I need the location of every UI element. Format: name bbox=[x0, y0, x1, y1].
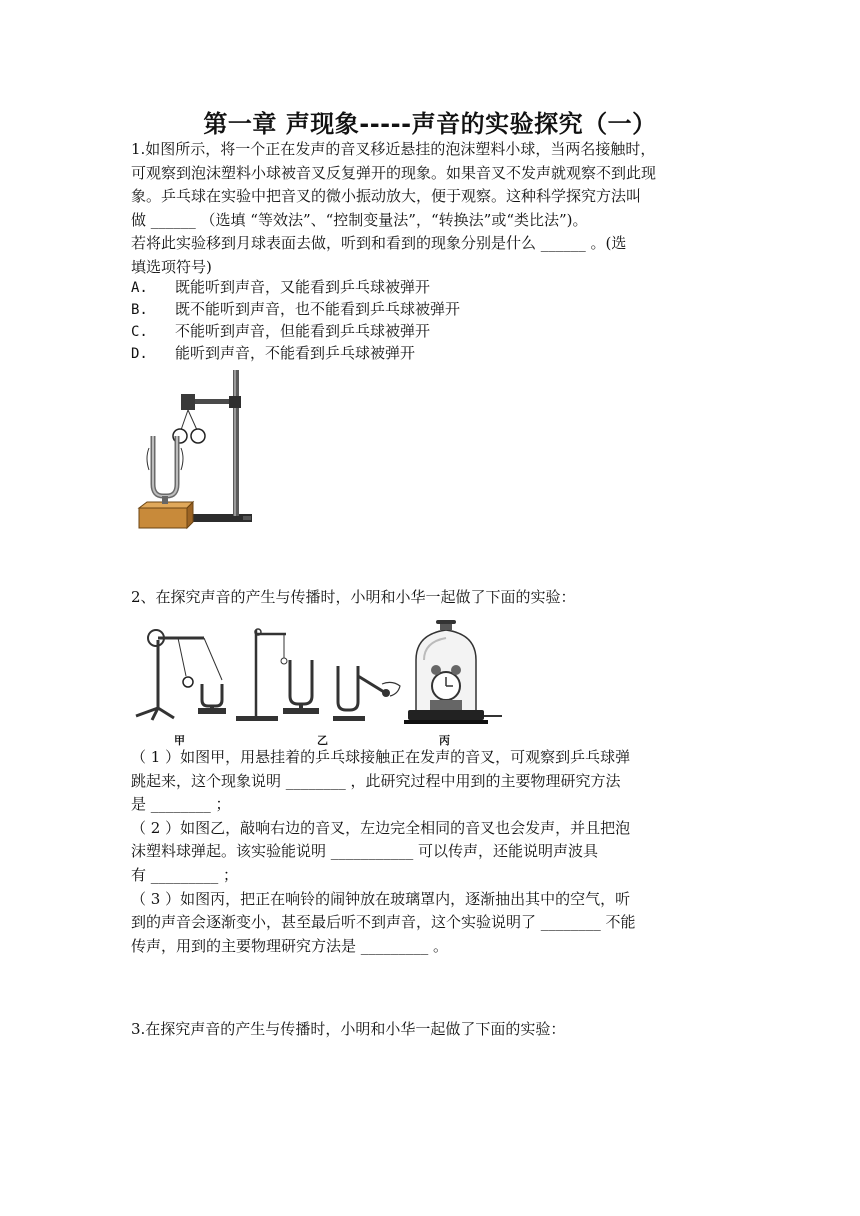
text-line: 填选项符号) bbox=[131, 257, 212, 276]
caption-bing: 丙 bbox=[439, 734, 450, 747]
text-line: 做 ______ （选填 “等效法”、“控制变量法”，“转换法”或“类比法”)。 bbox=[131, 210, 588, 229]
text-line: 象。乒乓球在实验中把音叉的微小振动放大，便于观察。这种科学探究方法叫 bbox=[131, 187, 642, 206]
text-line: 是 ________ ； bbox=[131, 795, 231, 814]
text-line: 沫塑料球弹起。该实验能说明 ___________ 可以传声，还能说明声波具 bbox=[131, 842, 599, 861]
question-2-text bbox=[131, 746, 731, 958]
option-letter: D. bbox=[131, 346, 148, 362]
text-line: 到的声音会逐渐变小，甚至最后听不到声音，这个实验说明了 ________ 不能 bbox=[131, 913, 636, 932]
option-d bbox=[131, 342, 415, 363]
option-a bbox=[131, 276, 430, 297]
option-letter: B. bbox=[131, 302, 148, 318]
caption-jia: 甲 bbox=[174, 734, 185, 747]
caption-yi: 乙 bbox=[317, 734, 328, 747]
option-letter: A. bbox=[131, 280, 148, 296]
page-title: 第一章 声现象-----声音的实验探究（一） bbox=[203, 110, 657, 138]
question-3-intro: 3.在探究声音的产生与传播时，小明和小华一起做了下面的实验： bbox=[131, 1020, 566, 1038]
text-line: （ 3 ）如图丙，把正在响铃的闹钟放在玻璃罩内，逐渐抽出其中的空气，听 bbox=[131, 889, 631, 908]
question-1-text bbox=[131, 138, 731, 280]
figure-bing bbox=[404, 620, 502, 724]
tuning-fork-stand-figure bbox=[135, 366, 260, 536]
option-text: 既不能听到声音，也不能看到乒乓球被弹开 bbox=[175, 300, 461, 318]
text-line: （ 1 ）如图甲，用悬挂着的乒乓球接触正在发声的音叉，可观察到乒乓球弹 bbox=[131, 748, 631, 766]
text-line: 可观察到泡沫塑料小球被音叉反复弹开的现象。如果音叉不发声就观察不到此现 bbox=[131, 163, 657, 182]
option-text: 能听到声音，不能看到乒乓球被弹开 bbox=[175, 344, 416, 362]
option-b bbox=[131, 298, 460, 319]
option-text: 既能听到声音，又能看到乒乓球被弹开 bbox=[175, 278, 431, 296]
text-line: 跳起来，这个现象说明 ________ ，此研究过程中用到的主要物理研究方法 bbox=[131, 771, 621, 790]
option-c bbox=[131, 320, 430, 341]
text-line: 传声，用到的主要物理研究方法是 _________ 。 bbox=[131, 936, 449, 955]
text-line: 1.如图所示，将一个正在发声的音叉移近悬挂的泡沫塑料小球，当两名接触时， bbox=[131, 140, 656, 158]
text-line: （ 2 ）如图乙，敲响右边的音叉，左边完全相同的音叉也会发声，并且把泡 bbox=[131, 818, 631, 837]
figure-yi bbox=[236, 629, 400, 721]
figure-jia bbox=[136, 630, 226, 720]
option-letter: C. bbox=[131, 324, 148, 340]
question-2-intro: 2、在探究声音的产生与传播时，小明和小华一起做了下面的实验： bbox=[131, 588, 576, 606]
text-line: 若将此实验移到月球表面去做，听到和看到的现象分别是什么 ______ 。(选 bbox=[131, 234, 627, 253]
option-text: 不能听到声音，但能看到乒乓球被弹开 bbox=[175, 322, 431, 340]
text-line: 有 _________ ； bbox=[131, 865, 239, 884]
experiment-figures bbox=[128, 620, 508, 730]
